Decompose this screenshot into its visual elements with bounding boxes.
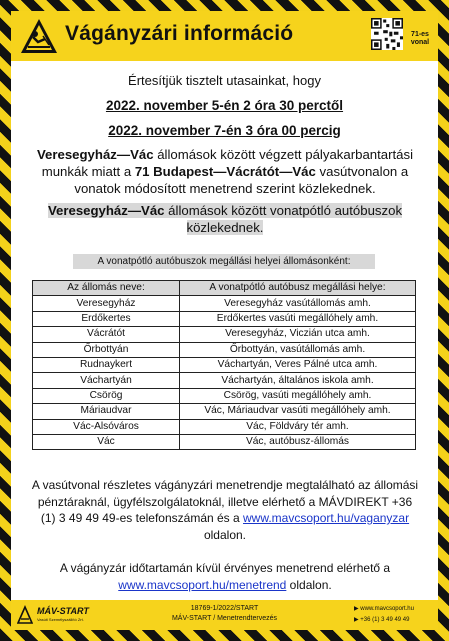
table-row [33,357,416,372]
closure-reason-text-a: állomások között végzett pályakarbantartási munkák miatt a [41,147,414,179]
station-name: Váchartyán [33,373,180,388]
regular-timetable-after: oldalon. [286,577,332,592]
table-row [33,404,416,419]
station-name: Csörög [33,388,180,403]
station-name: Veresegyház [33,296,180,311]
intro-text: Értesítjük tisztelt utasainkat, hogy [128,73,321,88]
table-row [33,311,416,326]
web-icon: ▶ [354,606,361,612]
stops-table-banner: A vonatpótló autóbuszok megállási helyei állomásonként: [73,254,375,269]
station-name: Őrbottyán [33,342,180,357]
qr-code-icon[interactable] [371,18,403,50]
bus-stop-location: Csörög, vasúti megállóhely amh. [180,388,416,403]
bus-stop-location: Vác, Máriaudvar vasúti megállóhely amh. [180,404,416,419]
bus-stop-location: Őrbottyán, vasútállomás amh. [180,342,416,357]
table-row [33,419,416,434]
station-name: Vác-Alsóváros [33,419,180,434]
replacement-bus-stations: Veresegyház—Vác [47,203,165,218]
track-worker-icon [19,17,59,57]
vaganyzar-link[interactable]: www.mavcsoport.hu/vaganyzar [243,511,410,525]
railway-line-name: 71 Budapest—Vácrátót—Vác [134,164,316,179]
table-row [33,342,416,357]
notice-sheet [11,11,438,630]
logo-subtext: Vasúti Személyszállító Zrt. [37,617,84,622]
table-row [33,296,416,311]
regular-timetable-text: A vágányzár időtartamán kívül érvényes menetrend elérhető a [59,561,391,575]
replacement-bus-text: állomások között vonatpótló autóbuszok közlekednek. [164,203,403,235]
organization: MÁV-START / Menetrendtervezés [171,615,278,622]
station-name: Vác [33,434,180,449]
footer-phone-number: +36 (1) 3 49 49 49 [360,617,410,623]
station-name: Vácrátót [33,327,180,342]
bus-stop-location: Váchartyán, általános iskola amh. [180,373,416,388]
bus-stop-location: Váchartyán, Veres Pálné utca amh. [180,357,416,372]
station-name: Rudnaykert [33,357,180,372]
bus-stops-table [32,280,416,450]
table-header-row [33,281,416,296]
timetable-info-text: A vasútvonal részletes vágányzári menetrendje megtalálható az állomási pénztáraknál, ügyfélszolgálatoknál, illetve elérhető a MÁVDIREKT +36 (1) 3 49 49 49-es telefonszámán és a [31,478,419,525]
replacement-bus-paragraph [18,202,432,236]
footer-website [354,605,414,612]
bus-stop-location: Vác, Földváry tér amh. [180,419,416,434]
header-bar [11,11,438,61]
bus-stop-location: Vác, autóbusz-állomás [180,434,416,449]
bus-stop-location: Erdőkertes vasúti megállóhely amh. [180,311,416,326]
closure-reason-paragraph [18,146,432,197]
footer-bar [11,600,438,630]
timetable-info-after: oldalon. [203,527,247,542]
logo-text: MÁV-START [37,606,89,616]
footer-phone [354,616,410,623]
station-name: Erdőkertes [33,311,180,326]
footer-web-link[interactable]: www.mavcsoport.hu [360,606,414,612]
bus-stop-location: Veresegyház vasútállomás amh. [180,296,416,311]
table-row [33,327,416,342]
table-row [33,373,416,388]
regular-timetable-paragraph [29,560,421,593]
document-number: 18769-1/2022/START [190,605,259,612]
bus-stop-location: Veresegyház, Viczián utca amh. [180,327,416,342]
date-to: 2022. november 7-én 3 óra 00 percig [108,123,341,138]
menetrend-link[interactable]: www.mavcsoport.hu/menetrend [118,577,287,592]
affected-stations: Veresegyház—Vác [36,147,154,162]
column-header-bus-stop: A vonatpótló autóbusz megállási helye: [180,281,416,296]
station-name: Máriaudvar [33,404,180,419]
table-row [33,388,416,403]
phone-icon: ▶ [354,617,361,623]
column-header-station: Az állomás neve: [33,281,180,296]
date-from: 2022. november 5-én 2 óra 30 perctől [105,98,344,113]
table-row [33,434,416,449]
page-title: Vágányzári információ [65,22,294,45]
timetable-info-paragraph [29,477,421,543]
closure-reason-text-b: vasútvonalon a vonatok módosított menetrend szerint közlekednek. [74,164,409,196]
line-number-label: 71-es vonal [410,31,430,46]
